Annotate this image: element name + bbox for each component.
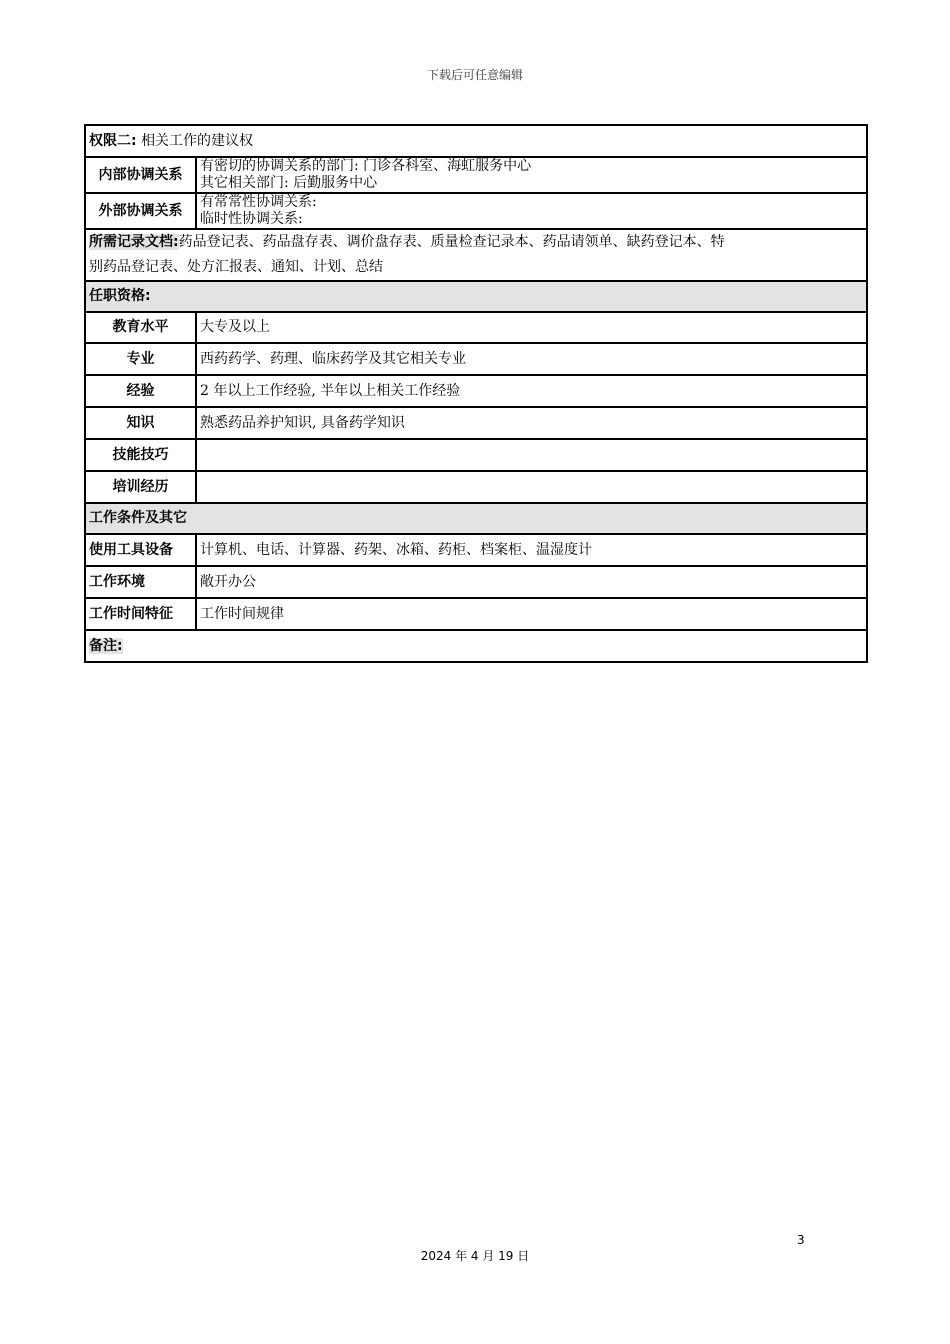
- condition-value-tools: 计算机、电话、计算器、药架、冰箱、药柜、档案柜、温湿度计: [196, 534, 867, 566]
- authority-value: 相关工作的建议权: [141, 132, 254, 149]
- remarks-cell: [85, 630, 867, 662]
- remarks-row: [85, 630, 867, 662]
- qualifications-title: 任职资格:: [85, 281, 867, 312]
- condition-row: [85, 598, 867, 630]
- internal-coordination-value: [196, 157, 867, 193]
- internal-coordination-label: 内部协调关系: [85, 157, 196, 193]
- authority-row: [85, 125, 867, 157]
- condition-label-environment: 工作环境: [85, 566, 196, 598]
- external-coordination-label: 外部协调关系: [85, 193, 196, 229]
- qualification-row: [85, 471, 867, 503]
- qualification-row: [85, 439, 867, 471]
- footer-date: 2024 年 4 月 19 日: [420, 1249, 530, 1263]
- qualification-row: [85, 375, 867, 407]
- qualification-value-education: 大专及以上: [196, 312, 867, 343]
- header-note: 下载后可任意编辑: [426, 68, 523, 82]
- condition-value-environment: 敞开办公: [196, 566, 867, 598]
- external-coordination-row: [85, 193, 867, 229]
- qualification-label-major: 专业: [85, 343, 196, 375]
- qualification-row: [85, 407, 867, 439]
- qualification-label-education: 教育水平: [85, 312, 196, 343]
- external-coordination-value: [196, 193, 867, 229]
- qualification-value-knowledge: 熟悉药品养护知识, 具备药学知识: [196, 407, 867, 439]
- condition-label-hours: 工作时间特征: [85, 598, 196, 630]
- records-label: 所需记录文档:: [89, 234, 179, 250]
- qualification-value-experience: 2 年以上工作经验, 半年以上相关工作经验: [196, 375, 867, 407]
- internal-line-1: 有密切的协调关系的部门: 门诊各科室、海虹服务中心: [200, 158, 532, 174]
- internal-coordination-row: [85, 157, 867, 193]
- condition-row: [85, 566, 867, 598]
- external-line-2: 临时性协调关系:: [200, 211, 303, 227]
- qualification-row: [85, 312, 867, 343]
- records-line-1: 药品登记表、药品盘存表、调价盘存表、质量检查记录本、药品请领单、缺药登记本、特: [178, 234, 725, 250]
- qualification-row: [85, 343, 867, 375]
- remarks-label: 备注:: [89, 637, 123, 654]
- qualification-value-training: [196, 471, 867, 503]
- records-row: [85, 229, 867, 281]
- qualification-label-experience: 经验: [85, 375, 196, 407]
- authority-label: 权限二:: [89, 132, 137, 149]
- condition-row: [85, 534, 867, 566]
- qualifications-title-row: [85, 281, 867, 312]
- condition-value-hours: 工作时间规律: [196, 598, 867, 630]
- authority-cell: [85, 125, 867, 157]
- qualification-value-skills: [196, 439, 867, 471]
- condition-label-tools: 使用工具设备: [85, 534, 196, 566]
- conditions-title: 工作条件及其它: [85, 503, 867, 534]
- records-cell: [85, 229, 867, 281]
- qualification-label-training: 培训经历: [85, 471, 196, 503]
- records-line-2: 别药品登记表、处方汇报表、通知、计划、总结: [89, 259, 383, 275]
- job-description-table: [84, 124, 868, 663]
- qualification-label-knowledge: 知识: [85, 407, 196, 439]
- external-line-1: 有常常性协调关系:: [200, 194, 317, 210]
- qualification-value-major: 西药药学、药理、临床药学及其它相关专业: [196, 343, 867, 375]
- qualification-label-skills: 技能技巧: [85, 439, 196, 471]
- conditions-title-row: [85, 503, 867, 534]
- page-number: 3: [797, 1233, 805, 1247]
- internal-line-2: 其它相关部门: 后勤服务中心: [200, 175, 378, 191]
